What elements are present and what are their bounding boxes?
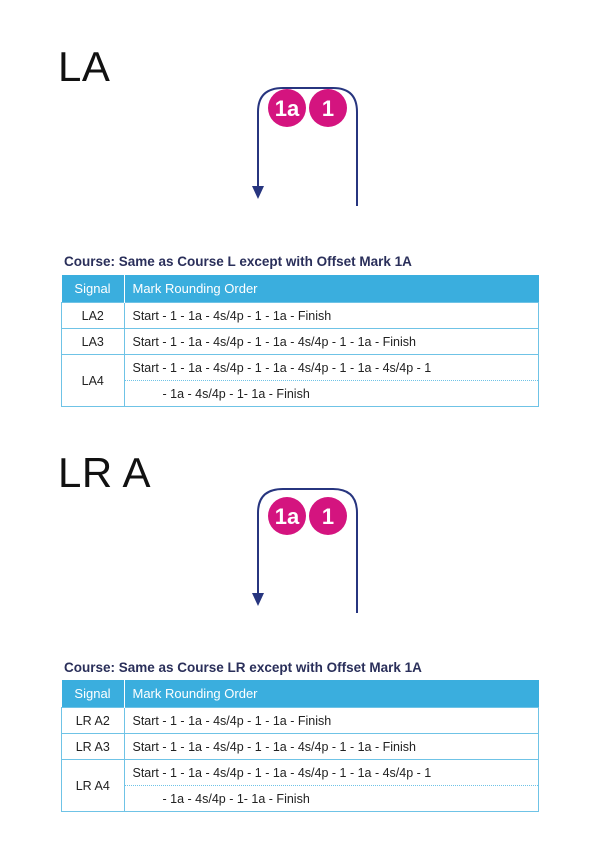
course-caption: Course: Same as Course L except with Offset Mark 1A — [64, 254, 412, 269]
mark-1a — [268, 497, 306, 535]
course-diagram — [0, 0, 600, 215]
svg-text:1a: 1a — [274, 504, 300, 529]
rounding-table — [61, 680, 539, 812]
table-row — [62, 786, 539, 812]
rounding-table — [61, 275, 539, 407]
table-row — [62, 329, 539, 355]
order-cell: Start - 1 - 1a - 4s/4p - 1 - 1a - Finish — [124, 303, 539, 329]
mark-1 — [309, 497, 347, 535]
mark-1a — [268, 89, 306, 127]
table-row — [62, 355, 539, 381]
order-cell: Start - 1 - 1a - 4s/4p - 1 - 1a - 4s/4p - 1 - 1a - Finish — [124, 734, 539, 760]
signal-cell: LA2 — [62, 303, 125, 329]
route-arrow-icon — [252, 186, 264, 199]
course-caption: Course: Same as Course LR except with Offset Mark 1A — [64, 660, 422, 675]
table-row — [62, 760, 539, 786]
order-cell: Start - 1 - 1a - 4s/4p - 1 - 1a - 4s/4p - 1 - 1a - Finish — [124, 329, 539, 355]
svg-text:1: 1 — [321, 504, 335, 529]
order-cell: Start - 1 - 1a - 4s/4p - 1 - 1a - Finish — [124, 708, 539, 734]
signal-cell: LA4 — [62, 355, 125, 407]
course-title: LA — [58, 43, 111, 90]
table-row — [62, 381, 539, 407]
table-row — [62, 734, 539, 760]
order-cell: Start - 1 - 1a - 4s/4p - 1 - 1a - 4s/4p - 1 - 1a - 4s/4p - 1 — [124, 355, 539, 381]
route-arrow-icon — [252, 593, 264, 606]
header-signal: Signal — [62, 680, 125, 708]
signal-cell: LA3 — [62, 329, 125, 355]
table-row — [62, 708, 539, 734]
course-diagram — [0, 405, 600, 620]
course-section-lr-a — [0, 405, 600, 850]
table-header-row — [62, 680, 539, 708]
signal-cell: LR A3 — [62, 734, 125, 760]
signal-cell: LR A4 — [62, 760, 125, 812]
order-cell: - 1a - 4s/4p - 1- 1a - Finish — [124, 381, 539, 407]
svg-text:1a: 1a — [274, 96, 300, 121]
svg-text:1: 1 — [321, 96, 335, 121]
header-signal: Signal — [62, 275, 125, 303]
signal-cell: LR A2 — [62, 708, 125, 734]
order-cell: Start - 1 - 1a - 4s/4p - 1 - 1a - 4s/4p - 1 - 1a - 4s/4p - 1 — [124, 760, 539, 786]
header-order: Mark Rounding Order — [124, 680, 539, 708]
course-title: LR A — [58, 449, 152, 496]
header-order: Mark Rounding Order — [124, 275, 539, 303]
table-header-row — [62, 275, 539, 303]
table-row — [62, 303, 539, 329]
course-section-la — [0, 0, 600, 420]
mark-1 — [309, 89, 347, 127]
order-cell: - 1a - 4s/4p - 1- 1a - Finish — [124, 786, 539, 812]
